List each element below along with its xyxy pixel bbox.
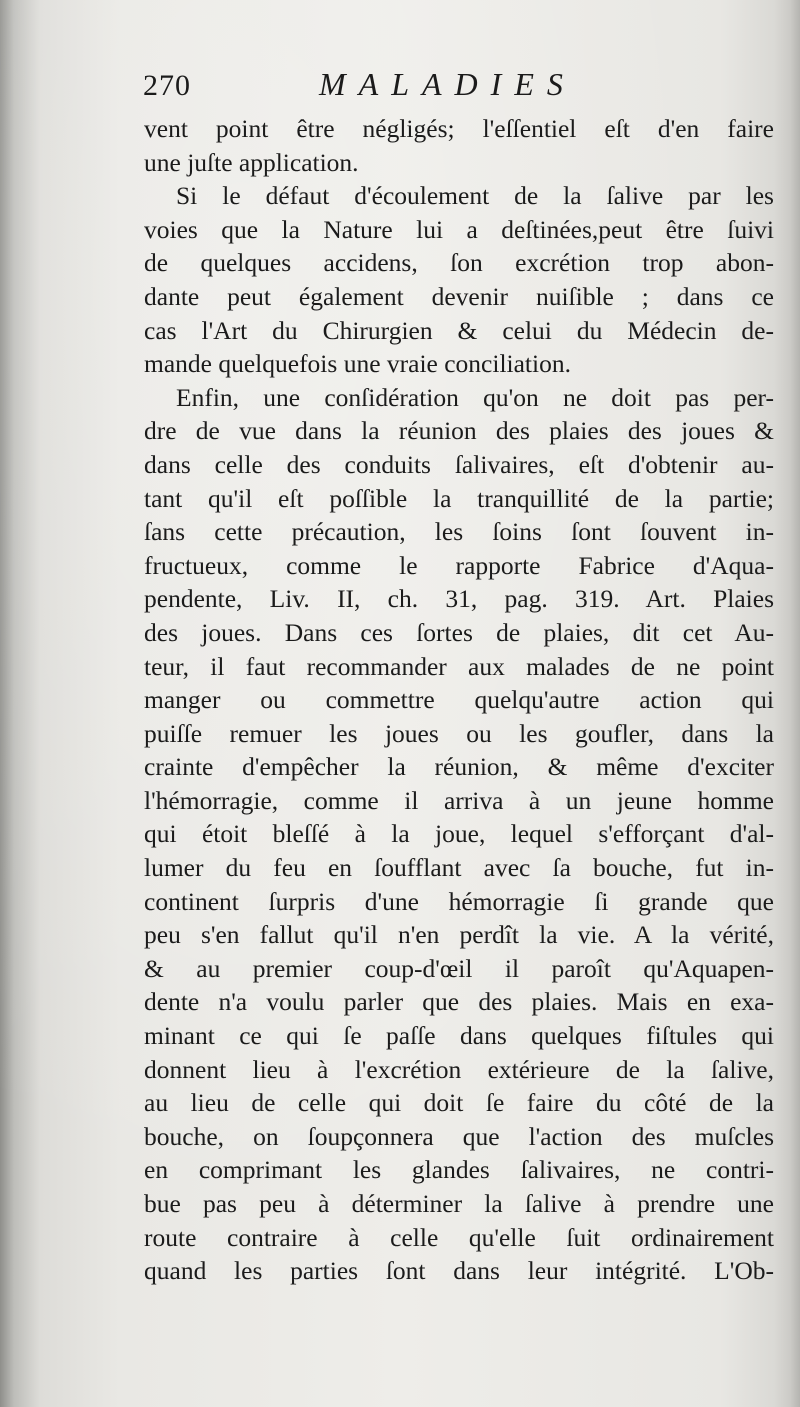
text-line: l'hémorragie, comme il arriva à un jeune homme — [144, 785, 774, 815]
running-head — [143, 66, 623, 110]
text-line: donnent lieu à l'excrétion extérieure de la ſalive, — [144, 1054, 774, 1084]
text-line: Enfin, une conſidération qu'on ne doit pas per- — [176, 382, 774, 412]
text-line: bue pas peu à déterminer la ſalive à prendre une — [144, 1189, 774, 1218]
text-line: crainte d'empêcher la réunion, & même d'exciter — [144, 752, 774, 782]
body-text — [144, 112, 774, 1288]
text-line: mande quelquefois une vraie conciliation. — [144, 349, 571, 379]
page-edge-shadow — [774, 0, 800, 1407]
section-title: MALADIES — [319, 66, 576, 102]
text-line: de quelques accidens, ſon excrétion trop abon- — [144, 248, 774, 278]
text-line: lumer du feu en ſoufflant avec ſa bouche, fut in- — [144, 853, 774, 883]
page-number: 270 — [143, 69, 191, 102]
text-line: manger ou commettre quelqu'autre action qui — [144, 685, 774, 715]
text-line: minant ce qui ſe paſſe dans quelques fiſtules qui — [144, 1021, 774, 1051]
text-line: pendente, Liv. II, ch. 31, pag. 319. Art. Plaies — [144, 584, 774, 614]
text-line: peu s'en fallut qu'il n'en perdît la vie. A la vérité, — [144, 920, 774, 950]
text-line: vent point être négligés; l'eſſentiel eſt d'en faire — [144, 114, 774, 143]
text-line: dans celle des conduits ſalivaires, eſt d'obtenir au- — [144, 449, 774, 479]
text-line: quand les parties ſont dans leur intégrité. L'Ob- — [144, 1256, 774, 1286]
text-line: bouche, on ſoupçonnera que l'action des muſcles — [144, 1121, 774, 1151]
text-line: teur, il faut recommander aux malades de ne point — [144, 651, 774, 681]
text-line: dre de vue dans la réunion des plaies des joues & — [144, 416, 774, 446]
text-line: continent ſurpris d'une hémorragie ſi grande que — [144, 886, 774, 916]
text-line: puiſſe remuer les joues ou les goufler, dans la — [144, 718, 774, 748]
text-line: cas l'Art du Chirurgien & celui du Médecin de- — [144, 315, 774, 345]
text-line: dante peut également devenir nuiſible ; dans ce — [144, 281, 774, 311]
text-line: ſans cette précaution, les ſoins ſont ſouvent in- — [144, 517, 774, 547]
text-line: Si le défaut d'écoulement de la ſalive par les — [176, 181, 774, 211]
text-line: voies que la Nature lui a deſtinées,peut être ſuivi — [144, 214, 774, 244]
text-line: fructueux, comme le rapporte Fabrice d'Aqua- — [144, 550, 774, 580]
text-line: des joues. Dans ces ſortes de plaies, dit cet Au- — [144, 617, 774, 647]
text-line: & au premier coup-d'œil il paroît qu'Aquapen- — [144, 953, 774, 983]
text-line: au lieu de celle qui doit ſe faire du côté de la — [144, 1088, 774, 1118]
text-line: dente n'a voulu parler que des plaies. Mais en exa- — [144, 987, 774, 1017]
text-line: route contraire à celle qu'elle ſuit ordinairement — [144, 1222, 774, 1252]
text-line: qui étoit bleſſé à la joue, lequel s'efforçant d'al- — [144, 819, 774, 849]
text-line: une juſte application. — [144, 147, 359, 177]
text-line: tant qu'il eſt poſſible la tranquillité de la partie; — [144, 483, 774, 513]
text-line: en comprimant les glandes ſalivaires, ne contri- — [144, 1155, 774, 1185]
